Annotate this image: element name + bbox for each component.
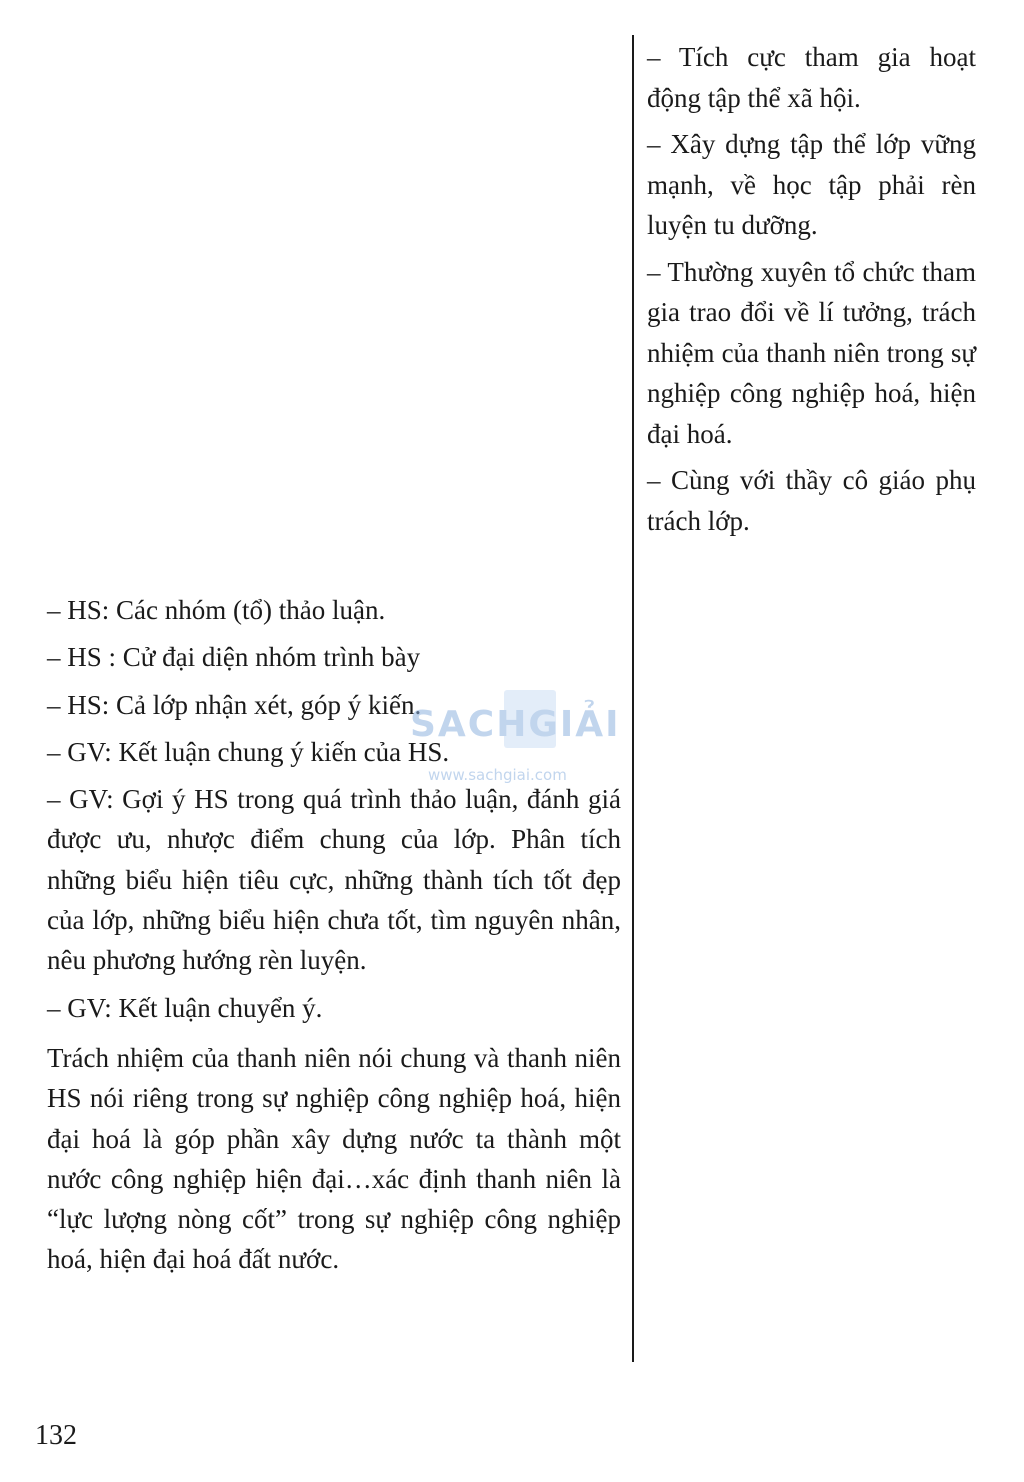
left-paragraph: – GV: Gợi ý HS trong quá trình thảo luận, đánh giá được ưu, nhược điểm chung của lớp. Phân tích những biểu hiện tiêu cực, những thành tích tốt đẹp của lớp, những biểu hiện chưa tốt, tìm nguyên nhân, nêu phương hướng rèn luyện. <box>47 784 621 976</box>
left-paragraph: – GV: Kết luận chuyển ý. <box>47 992 323 1023</box>
right-paragraph: – Tích cực tham gia hoạt động tập thể xã hội. <box>647 42 976 113</box>
watermark-url: www.sachgiai.com <box>428 766 567 784</box>
column-divider <box>632 35 634 1362</box>
left-column <box>47 590 621 1287</box>
left-paragraph: – HS : Cử đại diện nhóm trình bày <box>47 642 421 673</box>
left-paragraph: – HS: Các nhóm (tổ) thảo luận. <box>47 595 386 625</box>
conclusion-paragraph: Trách nhiệm của thanh niên nói chung và thanh niên HS nói riêng trong sự nghiệp công nghiệp hoá, hiện đại hoá là góp phần xây dựng nước ta thành một nước công nghiệp hiện đại…xác định thanh niên là “lực lượng nòng cốt” trong sự nghiệp công nghiệp hoá, hiện đại hoá đất nước. <box>47 1042 621 1275</box>
left-paragraph: – HS: Cả lớp nhận xét, góp ý kiến. <box>47 689 422 720</box>
right-column <box>647 37 976 547</box>
left-paragraph: – GV: Kết luận chung ý kiến của HS. <box>47 736 450 767</box>
right-paragraph: – Xây dựng tập thể lớp vững mạnh, về học tập phải rèn luyện tu dưỡng. <box>647 129 976 240</box>
watermark-brand: SACHGIẢI <box>410 704 621 745</box>
right-paragraph: – Thường xuyên tổ chức tham gia trao đổi về lí tưởng, trách nhiệm của thanh niên trong sự nghiệp công nghiệp hoá, hiện đại hoá. <box>647 256 976 449</box>
page-number: 132 <box>35 1420 77 1451</box>
right-paragraph: – Cùng với thầy cô giáo phụ trách lớp. <box>647 465 976 536</box>
